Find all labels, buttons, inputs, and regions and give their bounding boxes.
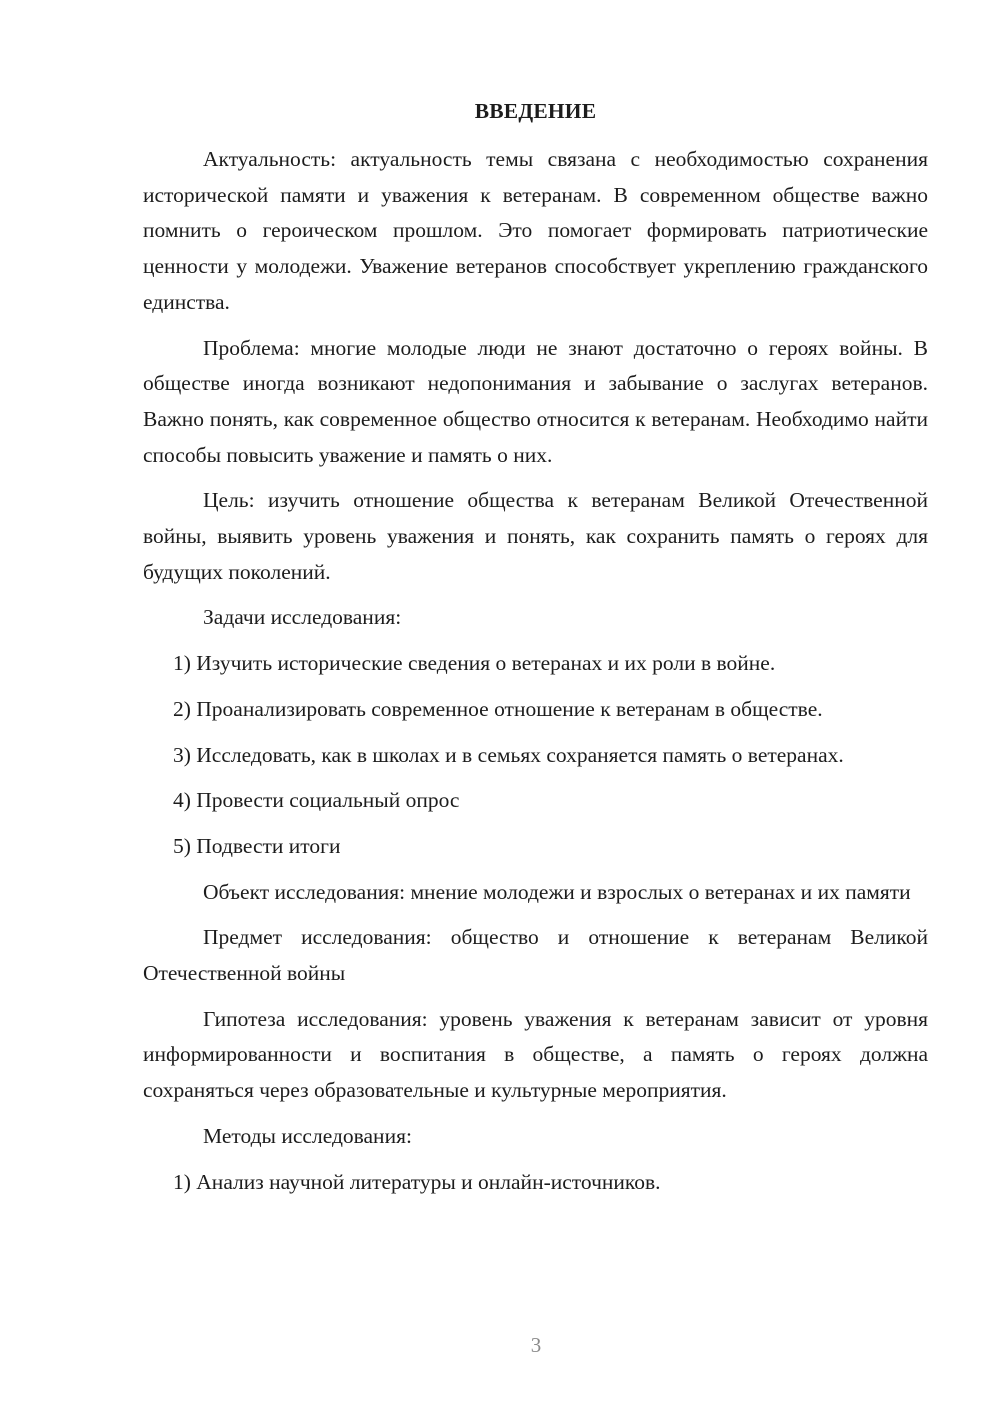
tasks-heading: Задачи исследования: <box>203 605 402 630</box>
task-item: 1) Изучить исторические сведения о ветеранах и их роли в войне. <box>173 651 776 676</box>
paragraph-object: Объект исследования: мнение молодежи и взрослых о ветеранах и их памяти <box>203 879 911 904</box>
methods-heading: Методы исследования: <box>203 1123 412 1148</box>
paragraph-problem: Проблема: многие молодые люди не знают достаточно о героях войны. В обществе иногда возникают недопонимания и забывание о заслугах ветеранов. Важно понять, как современное общество относится к ветеранам. Необходимо найти способы повысить уважение и память о них. <box>143 335 928 467</box>
paragraph-hypothesis: Гипотеза исследования: уровень уважения к ветеранам зависит от уровня информированности и воспитания в обществе, а память о героях должна сохраняться через образовательные и культурные мероприятия. <box>143 1006 928 1103</box>
paragraph-subject: Предмет исследования: общество и отношение к ветеранам Великой Отечественной войны <box>143 925 928 986</box>
task-item: 3) Исследовать, как в школах и в семьях сохраняется память о ветеранах. <box>173 742 844 767</box>
page-number: 3 <box>530 1333 542 1357</box>
task-item: 5) Подвести итоги <box>173 833 341 858</box>
method-item: 1) Анализ научной литературы и онлайн-источников. <box>173 1169 661 1194</box>
page-content <box>143 96 928 1210</box>
section-title: ВВЕДЕНИЕ <box>474 99 597 123</box>
task-item: 2) Проанализировать современное отношение к ветеранам в обществе. <box>173 696 823 721</box>
paragraph-relevance: Актуальность: актуальность темы связана с необходимостью сохранения исторической памяти и уважения к ветеранам. В современном обществе важно помнить о героическом прошлом. Это помогает формировать патриотические ценности у молодежи. Уважение ветеранов способствует укреплению гражданского единства. <box>143 147 928 314</box>
paragraph-goal: Цель: изучить отношение общества к ветеранам Великой Отечественной войны, выявить уровень уважения и понять, как сохранить память о героях для будущих поколений. <box>143 488 928 584</box>
task-item: 4) Провести социальный опрос <box>173 788 460 813</box>
